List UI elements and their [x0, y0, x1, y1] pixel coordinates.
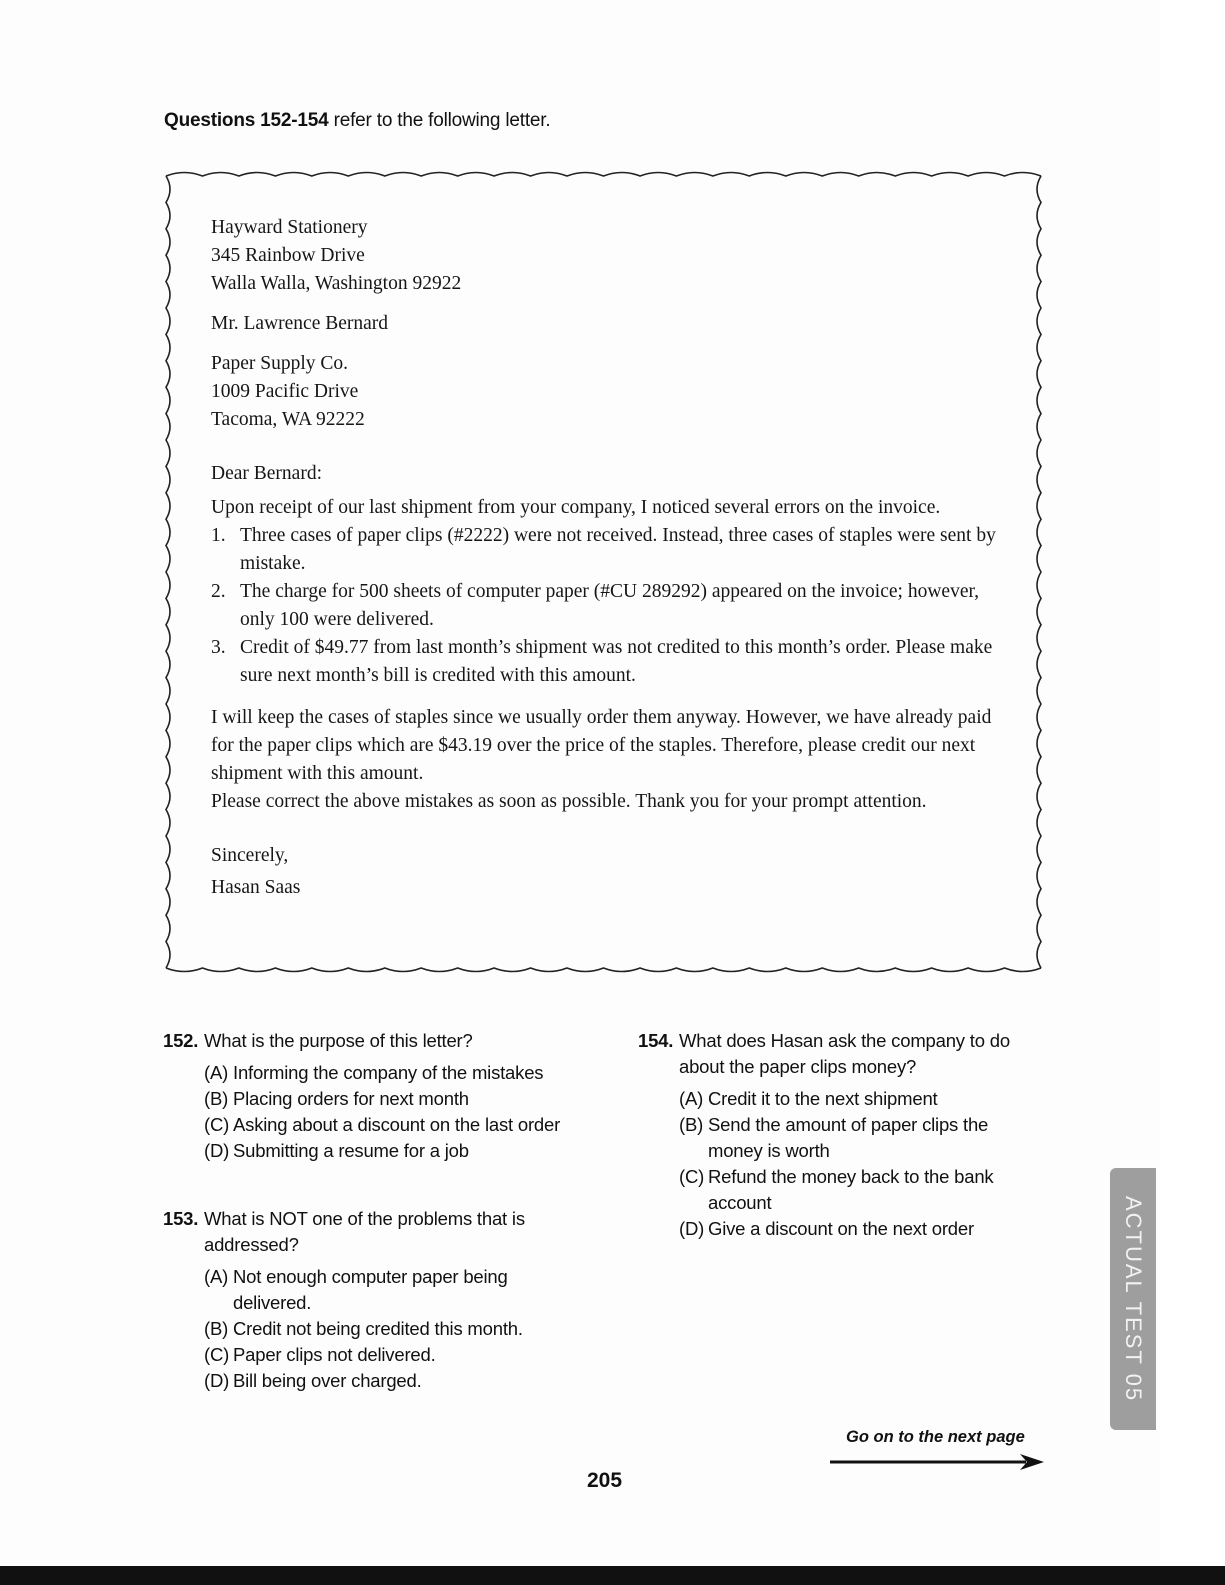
frame-right-edge: [1037, 176, 1041, 968]
option-text: Refund the money back to the bank account: [708, 1166, 994, 1213]
item-text: Three cases of paper clips (#2222) were not received. Instead, three cases of staples were sent by mistake.: [240, 525, 996, 574]
item-text: Credit of $49.77 from last month’s shipment was not credited to this month’s order. Please make sure next month’s bill is credited with this amount.: [240, 637, 993, 686]
answer-option[interactable]: [204, 1316, 573, 1342]
question-stem: What is the purpose of this letter?: [204, 1030, 473, 1051]
frame-left-edge: [166, 176, 170, 968]
page-number: 205: [587, 1469, 623, 1492]
recipient-name: Mr. Lawrence Bernard: [211, 313, 389, 334]
body-paragraph: I will keep the cases of staples since we usually order them anyway. However, we have already paid for the paper clips which are $43.19 over the price of the staples. Therefore, please credit our next shipment with this amount.: [211, 707, 992, 784]
letter-body: [211, 214, 1011, 902]
answer-option[interactable]: [204, 1138, 583, 1164]
closing-line: Please correct the above mistakes as soon as possible. Thank you for your prompt attention.: [211, 791, 927, 812]
option-text: Send the amount of paper clips the money is worth: [708, 1114, 989, 1161]
option-label: (D): [204, 1370, 230, 1391]
option-label: (B): [204, 1318, 229, 1339]
option-text: Paper clips not delivered.: [233, 1344, 436, 1365]
item-number: 2.: [211, 581, 226, 602]
option-text: Submitting a resume for a job: [233, 1140, 469, 1161]
answer-option[interactable]: [679, 1216, 1038, 1242]
answer-option[interactable]: [204, 1264, 573, 1316]
next-page-note: Go on to the next page: [846, 1428, 1025, 1446]
answer-option[interactable]: [204, 1086, 583, 1112]
answer-options: [204, 1264, 573, 1394]
question-stem: What does Hasan ask the company to do about the paper clips money?: [679, 1030, 1010, 1077]
option-label: (A): [204, 1266, 229, 1287]
frame-top-edge: [166, 173, 1041, 177]
question-stem: What is NOT one of the problems that is addressed?: [204, 1208, 525, 1255]
answer-option[interactable]: [679, 1086, 1038, 1112]
question-range: Questions 152-154: [164, 110, 329, 131]
error-item: [211, 634, 1011, 690]
salutation: Dear Bernard:: [211, 463, 322, 484]
option-text: Informing the company of the mistakes: [233, 1062, 544, 1083]
answer-options: [679, 1086, 1038, 1242]
opening-paragraph: Upon receipt of our last shipment from your company, I noticed several errors on the invoice.: [211, 497, 941, 518]
question-152: [163, 1028, 583, 1164]
answer-option[interactable]: [204, 1060, 583, 1086]
side-tab-label: ACTUAL TEST 05: [1121, 1195, 1146, 1403]
option-text: Asking about a discount on the last order: [233, 1114, 561, 1135]
option-text: Give a discount on the next order: [708, 1218, 974, 1239]
arrow-right-icon: [830, 1453, 1046, 1471]
frame-bottom-edge: [166, 968, 1041, 972]
answer-option[interactable]: [204, 1342, 573, 1368]
item-text: The charge for 500 sheets of computer paper (#CU 289292) appeared on the invoice; however, only 100 were delivered.: [240, 581, 980, 630]
intro-text: refer to the following letter.: [328, 110, 551, 131]
item-number: 1.: [211, 525, 226, 546]
recipient-line: Paper Supply Co.: [211, 353, 349, 374]
option-label: (A): [204, 1062, 229, 1083]
option-text: Placing orders for next month: [233, 1088, 469, 1109]
item-number: 3.: [211, 637, 226, 658]
error-list: [211, 522, 1011, 690]
option-text: Bill being over charged.: [233, 1370, 422, 1391]
signature: Hasan Saas: [211, 877, 301, 898]
error-item: [211, 578, 1011, 634]
option-label: (C): [679, 1166, 705, 1187]
answer-option[interactable]: [679, 1112, 1038, 1164]
answer-option[interactable]: [204, 1368, 573, 1394]
option-label: (A): [679, 1088, 704, 1109]
option-text: Not enough computer paper being delivered.: [233, 1266, 508, 1313]
scan-bottom-edge: [0, 1566, 1225, 1585]
answer-options: [204, 1060, 583, 1164]
section-side-tab: [1110, 1168, 1156, 1430]
option-label: (B): [204, 1088, 229, 1109]
option-label: (D): [204, 1140, 230, 1161]
question-153: [163, 1206, 573, 1394]
recipient-line: 1009 Pacific Drive: [211, 381, 359, 402]
option-label: (C): [204, 1114, 230, 1135]
question-number: 153.: [163, 1208, 199, 1229]
answer-option[interactable]: [204, 1112, 583, 1138]
sender-line: Hayward Stationery: [211, 217, 368, 238]
sender-line: Walla Walla, Washington 92922: [211, 273, 462, 294]
option-label: (B): [679, 1114, 704, 1135]
sign-off: Sincerely,: [211, 845, 289, 866]
option-label: (D): [679, 1218, 705, 1239]
answer-option[interactable]: [679, 1164, 1038, 1216]
option-text: Credit not being credited this month.: [233, 1318, 523, 1339]
recipient-address: [211, 350, 1011, 434]
sender-address: [211, 214, 1011, 298]
question-number: 154.: [638, 1030, 674, 1051]
sender-line: 345 Rainbow Drive: [211, 245, 365, 266]
question-number: 152.: [163, 1030, 199, 1051]
error-item: [211, 522, 1011, 578]
option-text: Credit it to the next shipment: [708, 1088, 938, 1109]
question-154: [638, 1028, 1038, 1242]
option-label: (C): [204, 1344, 230, 1365]
recipient-line: Tacoma, WA 92222: [211, 409, 365, 430]
